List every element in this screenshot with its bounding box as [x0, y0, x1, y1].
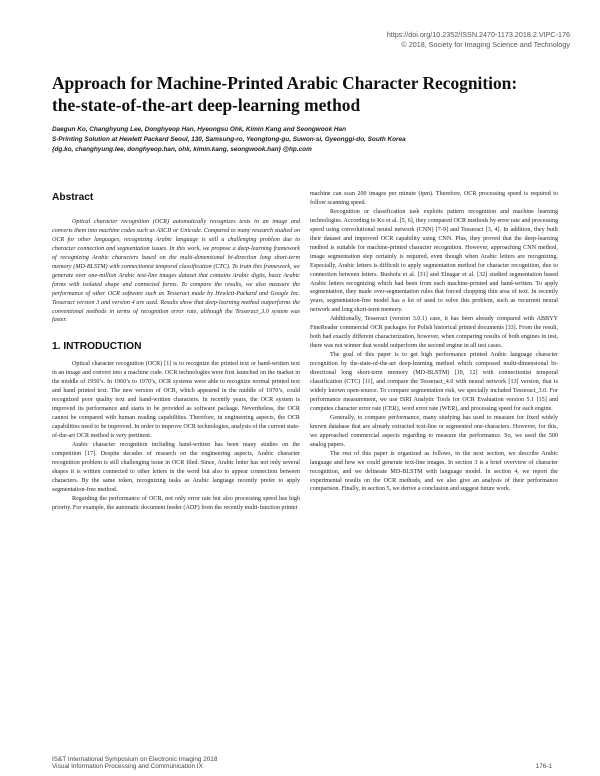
copyright-line: © 2018, Society for Imaging Science and Technology	[401, 40, 570, 49]
right-paragraph-1: machine can scan 200 images per minute (ipm). Therefore, OCR processing speed is required to follow scanning speed.	[310, 191, 558, 206]
intro-paragraph-2: Arabic character recognition including hand-written has been many studies on the competition [17]. Despite decades of research on the engineering aspects, Arabic character recognition problem is still challenging issue in OCR filed. Since, Arabic letter has not only several shapes it is written connected to other letters in the word but also to appear connection between characters. By the same token, recognizing tasks as Arabic language recently prefer to apply segmentation-free method.	[52, 442, 300, 493]
title-line-2: the-state-of-the-art deep-learning method	[52, 95, 361, 115]
title-line-1: Approach for Machine-Printed Arabic Character Recognition:	[52, 73, 518, 93]
right-paragraph-3: Additionally, Tesseract (version 3.0.1) case, it has been already compared with ABBYY FineReader commercial OCR packages for Polish historical printed documents [33]. From the result, both had exactly different characterization, however, when comparing results of both engines in test, there was not winner that would outperform the second engine in all test cases.	[310, 316, 558, 350]
footer-conference: IS&T International Symposium on Electronic Imaging 2018	[52, 756, 218, 763]
abstract-heading: Abstract	[52, 192, 94, 203]
intro-paragraph-3: Regarding the performance of OCR, not only error rate but also processing speed has high priority. For example, the automatic document feeder (ADF) from the recently multi-function printer	[52, 495, 300, 511]
left-column	[52, 190, 300, 513]
right-column	[310, 190, 558, 494]
doi-link[interactable]: https://doi.org/10.2352/ISSN.2470-1173.2018.2.VIPC-176	[386, 30, 570, 39]
page-footer	[52, 756, 552, 770]
author-emails: {dg.ko, changhyung.lee, donghyeop.han, ohk, kimin.kang, seongwook.han} @hp.com	[52, 146, 312, 153]
abstract-text: Optical character recognition (OCR) automatically recognizes texts in an image and converts them into machine codes such as ASCII or Unicode. Compared to many research studied on OCR for other languages, recognizing Arabic language is still a challenging problem due to character connection and segmentation issues. In this work, we propose a deep-learning framework of recognizing Arabic characters based on the multi-dimensional bi-direction long short-term memory (MD-BLSTM) with connectionist temporal classification (CTC). To train this framework, we generate over one-million Arabic text-line images dataset that contains Arabic digits, basic Arabic forms with isolated shape and connected forms. To compare the results, we also measure the performance of other OCR software such as Tesseract made by Hewlett-Packard and Google Inc. Tesseract version 3 and version 4 are used. Results show that deep-learning method outperforms the conventional methods in terms of recognition error rate, although the Tesseract_3.0 system was faster.	[52, 219, 300, 324]
page-number: 176-1	[535, 763, 552, 770]
author-affiliation: S-Printing Solution at Hewlett Packard Seoul, 130, Samsung-ro, Yeongtong-gu, Suwon-si, Gyeonggi-do, South Korea	[52, 136, 406, 143]
right-paragraph-4: The goal of this paper is to get high performance printed Arabic language character recognition by the-state-of-the-art deep-learning method which composed multi-dimensional bi-directional long short-term memory (MD-BLSTM) [10, 12] with connectionist temporal classification (CTC) [11], and compare the Tesseract_4.0 with neural network [13] version, that is widely known open-source. To compare segmentation risk, we specially included Tesseract_3.0. For performance measurement, we use ISRI Analytic Tools for OCR Evaluation version 5.1 [15] and computes character error rate (CER), word error rate (WER), and processing speed for each engine.	[310, 352, 558, 412]
footer-track: Visual Information Processing and Communication IX	[52, 763, 203, 770]
doi-header	[387, 30, 570, 50]
paper-title	[52, 72, 572, 116]
author-block	[52, 125, 572, 155]
right-paragraph-2: Recognition or classification task exploits pattern recognition and machine learning technologies. According to Ko et al. [5, 6], they compared OCR methods by error rate and processing speed using convolutional neural network (CNN) [7-9] and Tesseract [3, 4]. In addition, they built their dataset and improved OCR capability using CNN. Plus, they proved that the deep-learning method is suitable for machine-printed character recognition. However, approaching CNN method, image segmentation step certainly is required, even though when Arabic letters are recognizing. Especially, Arabic letters is difficult to apply segmentation method for character recognition, due to connection between letters. Bushofa et al. [31] and Elnagar et al. [32] studied segmentation based Arabic letters recognizing which had been from each machine-printed and hand-written. To apply segmentation, they made over-segmentation rules that forced chopping thin area of text. In recently years, segmentation-free model has a lot of used to solve this problem, such as recurrent neural network and long short-term memory.	[310, 208, 558, 314]
author-names: Daegun Ko, Changhyung Lee, Donghyeop Han, Hyeongsu Ohk, Kimin Kang and Seongwook Han	[52, 126, 346, 133]
right-paragraph-5: Generally, to compare performance, many studying has used to measure for fixed widely known database that are already extracted text-line or segmented one-characters. However, for this, we approached commercial aspects regarding to measure the performance. So, we used the 500 analog papers.	[310, 414, 558, 448]
intro-paragraph-1: Optical character recognition (OCR) [1] is to recognize the printed text or hand-written text in an image and convert into a machine code. OCR technologies were first launched on the market in the middle of 1950’s. In 1960’s to 1970’s, OCR systems were able to recognize normal printed text and hand printed text. The new version of OCR, which appeared in the middle of 1970’s, could recognized poor quality text and hand-written characters. In recently years, the OCR system is improved its performance and starts to be provided as software package. Nevertheless, the OCR cannot be compared with human reading capabilities. Therefore, in engineering aspects, the OCR capabilities need to be improved. In order to improve OCR technologies, analysis of the current state-of-the-art OCR method is very pertinent.	[52, 361, 300, 440]
introduction-heading: 1. INTRODUCTION	[52, 341, 142, 353]
right-paragraph-6: The rest of this paper is organized as follows, in the next section, we describe Arabic language and how we could generate text-line images. In section 3 is a brief overview of character recognition, and we delineate MD-BLSTM with language model. In section 4, we report the experimental results on the OCR methods, and we also give an analysis of their performance comparison. Finally, in section 5, we derive a conclusion and suggest future work.	[310, 450, 558, 493]
